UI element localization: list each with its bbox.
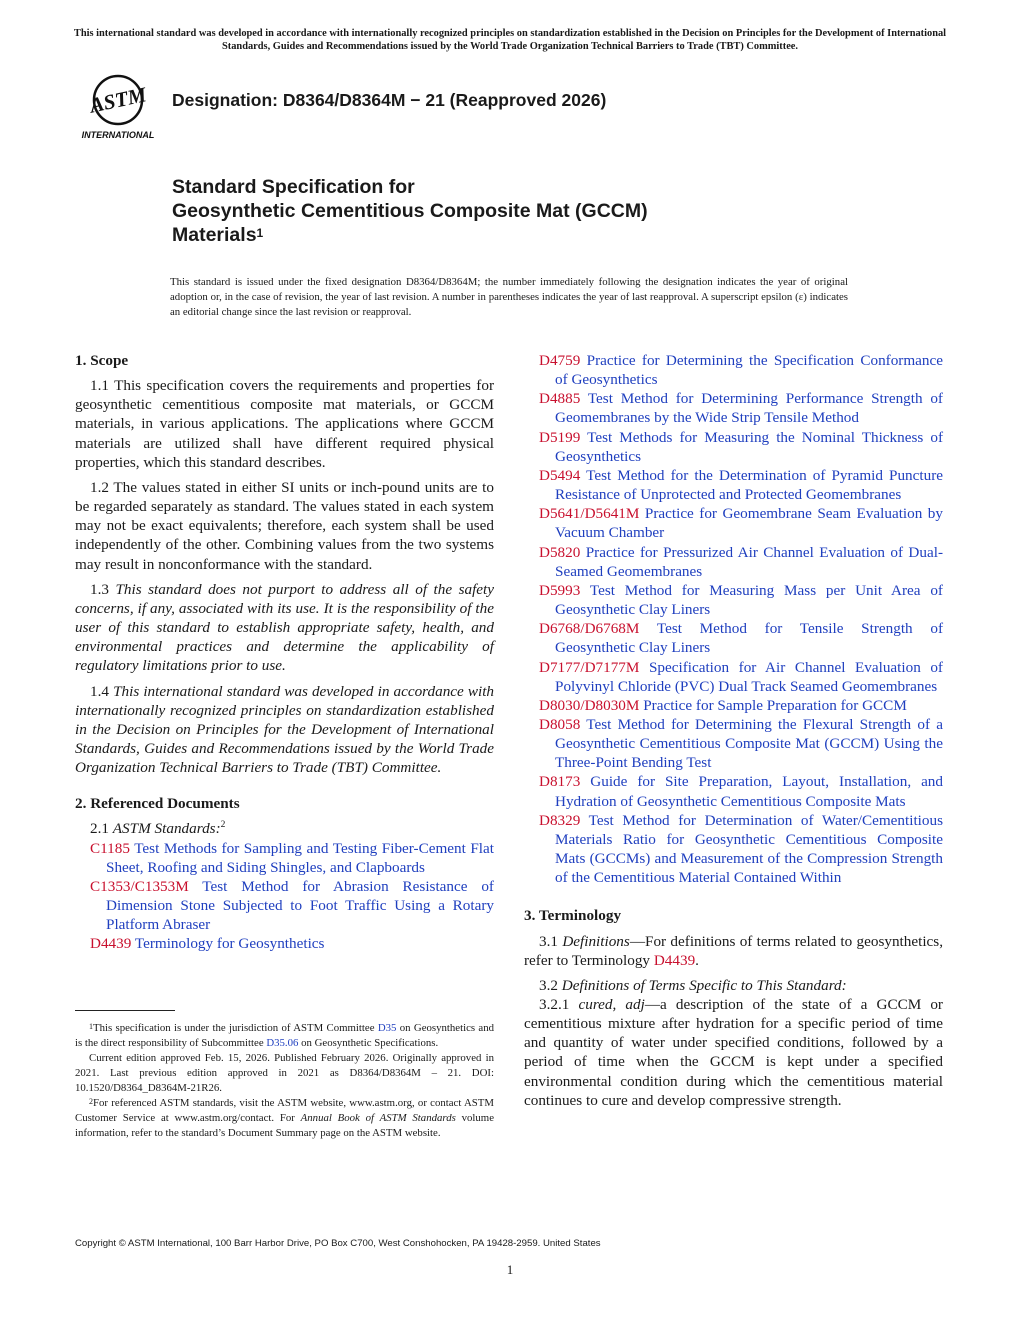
ref-code[interactable]: D5641/D5641M (539, 505, 640, 523)
wto-notice: This international standard was developed in accordance with internationally recognized principles on standardization established in the Decision on Principles for the Development of International Standards, Guides and Recommendations issued by the World Trade Organization Technical Barriers to Trade (TBT) Committee. (73, 28, 947, 52)
ref-title[interactable]: Practice for Sample Preparation for GCCM (639, 696, 907, 714)
title-line-3 (172, 223, 892, 247)
terminology-3-2-term: Definitions of Terms Specific to This Standard: (561, 976, 847, 994)
ref-title[interactable]: Practice for Geomembrane Seam Evaluation by Vacuum Chamber (555, 505, 943, 542)
scope-1-3-num: 1.3 (90, 580, 116, 598)
ref-code[interactable]: D5494 (539, 466, 581, 484)
terminology-3-1-num: 3.1 (539, 932, 563, 950)
ref-item[interactable] (524, 581, 943, 619)
footnote-rule (75, 1010, 175, 1011)
ref-title[interactable]: Terminology for Geosynthetics (131, 935, 325, 953)
ref-title[interactable]: Test Method for Abrasion Resistance of Dimension Stone Subjected to Foot Traffic Using a Rotary Platform Abraser (106, 877, 494, 934)
ref-title[interactable]: Test Methods for Measuring the Nominal Thickness of Geosynthetics (555, 428, 943, 465)
terminology-3-2-1 (524, 995, 943, 1110)
scope-1-3-text: This standard does not purport to address all of the safety concerns, if any, associated with its use. It is the responsibility of the user of this standard to establish appropriate safety, health, and environmental practices and determine the applicability of regulatory limitations prior to use. (75, 580, 495, 675)
scope-1-4 (75, 682, 494, 778)
ref-item[interactable] (524, 811, 943, 888)
ref-item[interactable] (524, 466, 943, 504)
ref-item[interactable] (524, 389, 943, 427)
ref-title[interactable]: Test Methods for Sampling and Testing Fiber-Cement Flat Sheet, Roofing and Siding Shingles, and Clapboards (106, 839, 494, 876)
terminology-3-2-1-text: —a description of the state of a GCCM or cementitious mixture after hydration for a specific period of time and quantity of water under specified conditions, followed by a period of time when the GCCM is kept under a specified environmental condition during which the cementitious material continues to cure and develop compressive strength. (524, 996, 943, 1109)
scope-1-1: 1.1 This specification covers the requirements and properties for geosynthetic cementitious composite mat materials, or GCCM materials, in various applications. The applications where GCCM materials are utilized shall have different required physical properties, which this standard describes. (75, 377, 494, 471)
footnote-1-text-b: on Geosynthetics and is the direct responsibility of Subcommittee (75, 1022, 494, 1049)
ref-item[interactable] (75, 839, 494, 877)
ref-code[interactable]: C1185 (90, 839, 130, 857)
ref-item[interactable] (524, 772, 943, 810)
ref-item[interactable] (524, 619, 943, 657)
footnote-1-text-a: This specification is under the jurisdiction of ASTM Committee (93, 1022, 378, 1034)
ref-code[interactable]: D5820 (539, 543, 581, 561)
footnote-1 (75, 1021, 494, 1051)
footnote-2-mark: 2 (89, 1097, 93, 1106)
astm-standards-subheading (75, 819, 494, 838)
footnote-1-text-c: on Geosynthetic Specifications. (298, 1037, 439, 1049)
terminology-3-2-1-num: 3.2.1 (539, 996, 579, 1013)
ref-item[interactable] (524, 428, 943, 466)
terminology-heading: 3. Terminology (524, 907, 622, 925)
ref-code[interactable]: D4885 (539, 390, 581, 408)
document-title (172, 175, 892, 247)
ref-item[interactable] (524, 351, 943, 389)
footnote-2 (75, 1096, 494, 1141)
ref-title[interactable]: Test Method for the Determination of Pyramid Puncture Resistance of Unprotected and Protected Geomembranes (555, 466, 943, 504)
footnote-1-edition: Current edition approved Feb. 15, 2026. Published February 2026. Originally approved in 2021. Last previous edition approved in 2021 as D8364/D8364M – 21. DOI: 10.1520/D8364_D8364M-21R26. (75, 1052, 494, 1094)
ref-code[interactable]: D8173 (539, 773, 581, 791)
terminology-3-2-1-term: cured, adj (578, 996, 645, 1013)
issued-note: This standard is issued under the fixed designation D8364/D8364M; the number immediately following the designation indicates the year of original adoption or, in the case of revision, the year of last revision. A number in parentheses indicates the year of last reapproval. A superscript epsilon (ε) indicates an editorial change since the last revision or reapproval. (170, 276, 848, 318)
footnote-2-annual-book: Annual Book of ASTM Standards (300, 1112, 456, 1124)
ref-item[interactable] (75, 934, 494, 953)
ref-item[interactable] (75, 877, 494, 934)
subcommittee-link[interactable]: D35.06 (266, 1037, 299, 1049)
refdocs-heading: 2. Referenced Documents (75, 795, 240, 813)
astm-standards-label: ASTM Standards: (112, 820, 221, 838)
title-line-2: Geosynthetic Cementitious Composite Mat (GCCM) (172, 200, 648, 222)
footnote-2-text-a: For referenced ASTM standards, visit the ASTM website, www.astm.org, or contact ASTM Customer Service at www.astm.org/contact. For (75, 1097, 494, 1124)
scope-1-3 (75, 580, 494, 676)
copyright: Copyright © ASTM International, 100 Barr Harbor Drive, PO Box C700, West Conshohocken, PA 19428-2959. United States (75, 1238, 601, 1249)
ref-title[interactable]: Test Method for Measuring Mass per Unit Area of Geosynthetic Clay Liners (555, 581, 943, 619)
footnote-2-text-b: volume information, refer to the standard’s Document Summary page on the ASTM website. (75, 1112, 494, 1139)
ref-code[interactable]: D5993 (539, 581, 581, 599)
ref-code[interactable]: D4439 (90, 935, 132, 953)
ref-title[interactable]: Guide for Site Preparation, Layout, Installation, and Hydration of Geosynthetic Cementitious Composite Mats (555, 773, 943, 810)
ref-item[interactable] (524, 715, 943, 772)
ref-title[interactable]: Practice for Determining the Specification Conformance of Geosynthetics (555, 352, 943, 389)
ref-title[interactable]: Test Method for Determining the Flexural Strength of a Geosynthetic Cementitious Composite Mat (GCCM) Using the Three-Point Bending Test (555, 715, 943, 772)
terminology-3-1 (524, 932, 943, 970)
astm-standards-num: 2.1 (90, 820, 113, 838)
page-number: 1 (506, 1262, 514, 1277)
ref-title[interactable]: Test Method for Tensile Strength of Geosynthetic Clay Liners (555, 620, 943, 657)
ref-item[interactable] (524, 543, 943, 581)
astm-logo (76, 70, 160, 142)
ref-item[interactable] (524, 504, 943, 542)
ref-code[interactable]: D5199 (539, 428, 581, 446)
committee-link[interactable]: D35 (377, 1022, 397, 1034)
title-line-3-text: Materials (172, 224, 257, 246)
ref-title[interactable]: Test Method for Determining Performance Strength of Geomembranes by the Wide Strip Tensile Method (555, 390, 943, 427)
terminology-3-1-ref-link[interactable]: D4439 (653, 951, 696, 969)
ref-item[interactable] (524, 658, 943, 696)
terminology-3-2-num: 3.2 (539, 976, 562, 994)
ref-code[interactable]: D4759 (539, 352, 581, 369)
footnote-1-mark: 1 (89, 1022, 93, 1031)
ref-list-left (75, 839, 494, 954)
ref-code[interactable]: D8058 (539, 715, 581, 733)
ref-code[interactable]: D7177/D7177M (539, 658, 640, 676)
scope-heading: 1. Scope (75, 352, 129, 369)
ref-code[interactable]: D6768/D6768M (539, 620, 640, 638)
ref-code[interactable]: C1353/C1353M (90, 877, 189, 895)
right-column (524, 351, 943, 1110)
ref-title[interactable]: Practice for Pressurized Air Channel Evaluation of Dual-Seamed Geomembranes (555, 543, 943, 580)
astm-logo-graphic (76, 70, 160, 142)
left-column (75, 351, 494, 954)
scope-1-2: 1.2 The values stated in either SI units or inch-pound units are to be regarded separately as standard. The values stated in each system may not be exact equivalents; therefore, each system shall be used independently of the other. Combining values from the two systems may result in nonconformance with the standard. (75, 478, 494, 573)
terminology-3-2 (524, 976, 943, 995)
ref-title[interactable]: Specification for Air Channel Evaluation of Polyvinyl Chloride (PVC) Dual Track Seamed Geomembranes (555, 658, 943, 695)
ref-code[interactable]: D8030/D8030M (539, 696, 640, 714)
terminology-3-1-text: —For definitions of terms related to geosynthetics, refer to Terminology (524, 932, 943, 969)
title-footnote-mark: 1 (256, 226, 264, 240)
svg-text:ASTM: ASTM (87, 82, 149, 118)
scope-1-4-text: This international standard was developed in accordance with internationally recognized principles on standardization established in the Decision on Principles for the Development of International Standards, Guides and Recommendations issued by the World Trade Organization Technical Barriers to Trade (TBT) Committee. (75, 682, 495, 777)
ref-code[interactable]: D8329 (539, 811, 581, 829)
ref-title[interactable]: Test Method for Determination of Water/Cementitious Materials Ratio for Geosynthetic Cementitious Composite Mats (GCCMs) and Measurement of the Compression Strength of the Cementitious Material Contained Within (555, 811, 943, 887)
ref-list-right (524, 351, 943, 887)
astm-standards-footnote-mark: 2 (220, 820, 226, 831)
footnotes (75, 1021, 494, 1141)
title-line-1: Standard Specification for (172, 176, 415, 198)
scope-1-4-num: 1.4 (90, 682, 114, 700)
designation: Designation: D8364/D8364M − 21 (Reapproved 2026) (172, 90, 607, 110)
svg-text:INTERNATIONAL: INTERNATIONAL (81, 130, 155, 140)
terminology-3-1-term: Definitions (562, 932, 630, 950)
terminology-3-1-end: . (695, 951, 699, 969)
ref-item[interactable] (524, 696, 943, 715)
